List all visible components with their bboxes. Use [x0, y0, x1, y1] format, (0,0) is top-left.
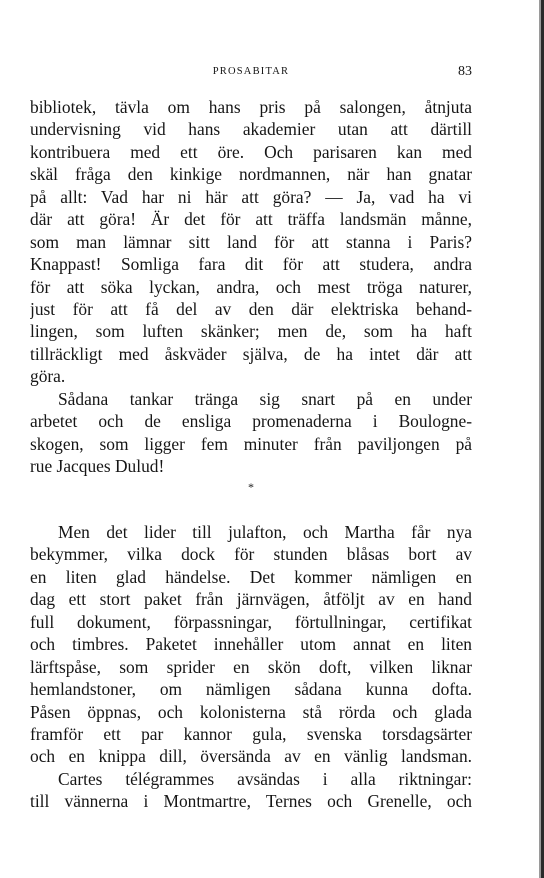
paragraph-first-line: Sådana tankar tränga sig snart på en under [58, 388, 472, 409]
section-separator-asterisk: * [248, 480, 254, 494]
text-line: Påsen öppnas, och kolonisterna stå rörda och glada [30, 701, 472, 722]
text-line: bibliotek, tävla om hans pris på salongen, åtnjuta [30, 97, 472, 117]
paragraph-end-line: rue Jacques Dulud! [30, 456, 165, 476]
text-line: just för att få del av den där elektriska behand- [30, 298, 472, 319]
text-line: som man lämnar sitt land för att stanna i Paris? [30, 231, 472, 252]
text-line: skogen, som ligger fem minuter från paviljongen på [30, 433, 472, 454]
text-line: skäl fråga den kinkige nordmannen, när han gnatar [30, 164, 472, 185]
text-line: arbetet och de ensliga promenaderna i Boulogne- [30, 411, 472, 432]
text-line: full dokument, förpassningar, förtullningar, certifikat [30, 611, 472, 632]
text-line: bekymmer, vilka dock för stunden blåsas bort av [30, 544, 472, 565]
text-line: lingen, som luften skänker; men de, som ha haft [30, 321, 472, 342]
text-line: där att göra! Är det för att träffa landsmän månne, [30, 209, 472, 230]
page-number: 83 [458, 64, 472, 79]
page-header [30, 64, 472, 84]
text-line: hemlandstoner, om nämligen sådana kunna dofta. [30, 679, 472, 700]
text-section-2 [30, 521, 472, 813]
running-head: PROSABITAR [212, 66, 290, 77]
text-line: tillräckligt med åskväder själva, de ha intet där att [30, 343, 472, 364]
text-line: kontribuera med ett öre. Och parisaren kan med [30, 141, 472, 162]
paragraph-first-line: Men det lider till julafton, och Martha får nya [58, 522, 472, 542]
text-section-1 [30, 96, 472, 477]
paragraph-end-line: göra. [30, 366, 66, 387]
text-line: framför ett par kannor gula, svenska torsdagsärter [30, 723, 472, 744]
text-line: till vännerna i Montmartre, Ternes och Grenelle, och [30, 791, 472, 812]
text-line: och en knippa dill, översända av en vänlig landsman. [30, 746, 472, 767]
text-line: Knappast! Somliga fara dit för att studera, andra [30, 254, 472, 275]
text-line: på allt: Vad har ni här att göra? — Ja, vad ha vi [30, 186, 472, 207]
text-line: lärftspåse, som sprider en skön doft, vilken liknar [30, 656, 472, 677]
text-line: en liten glad händelse. Det kommer nämligen en [30, 566, 472, 587]
text-line: dag ett stort paket från järnvägen, åtföljt av en hand [30, 589, 472, 610]
text-line: för att söka lyckan, andra, och mest tröga naturer, [30, 276, 472, 297]
paragraph-first-line: Cartes télégrammes avsändas i alla riktningar: [58, 768, 472, 789]
text-line: och timbres. Paketet innehåller utom annat en liten [30, 634, 472, 655]
text-line: undervisning vid hans akademier utan att därtill [30, 119, 472, 140]
